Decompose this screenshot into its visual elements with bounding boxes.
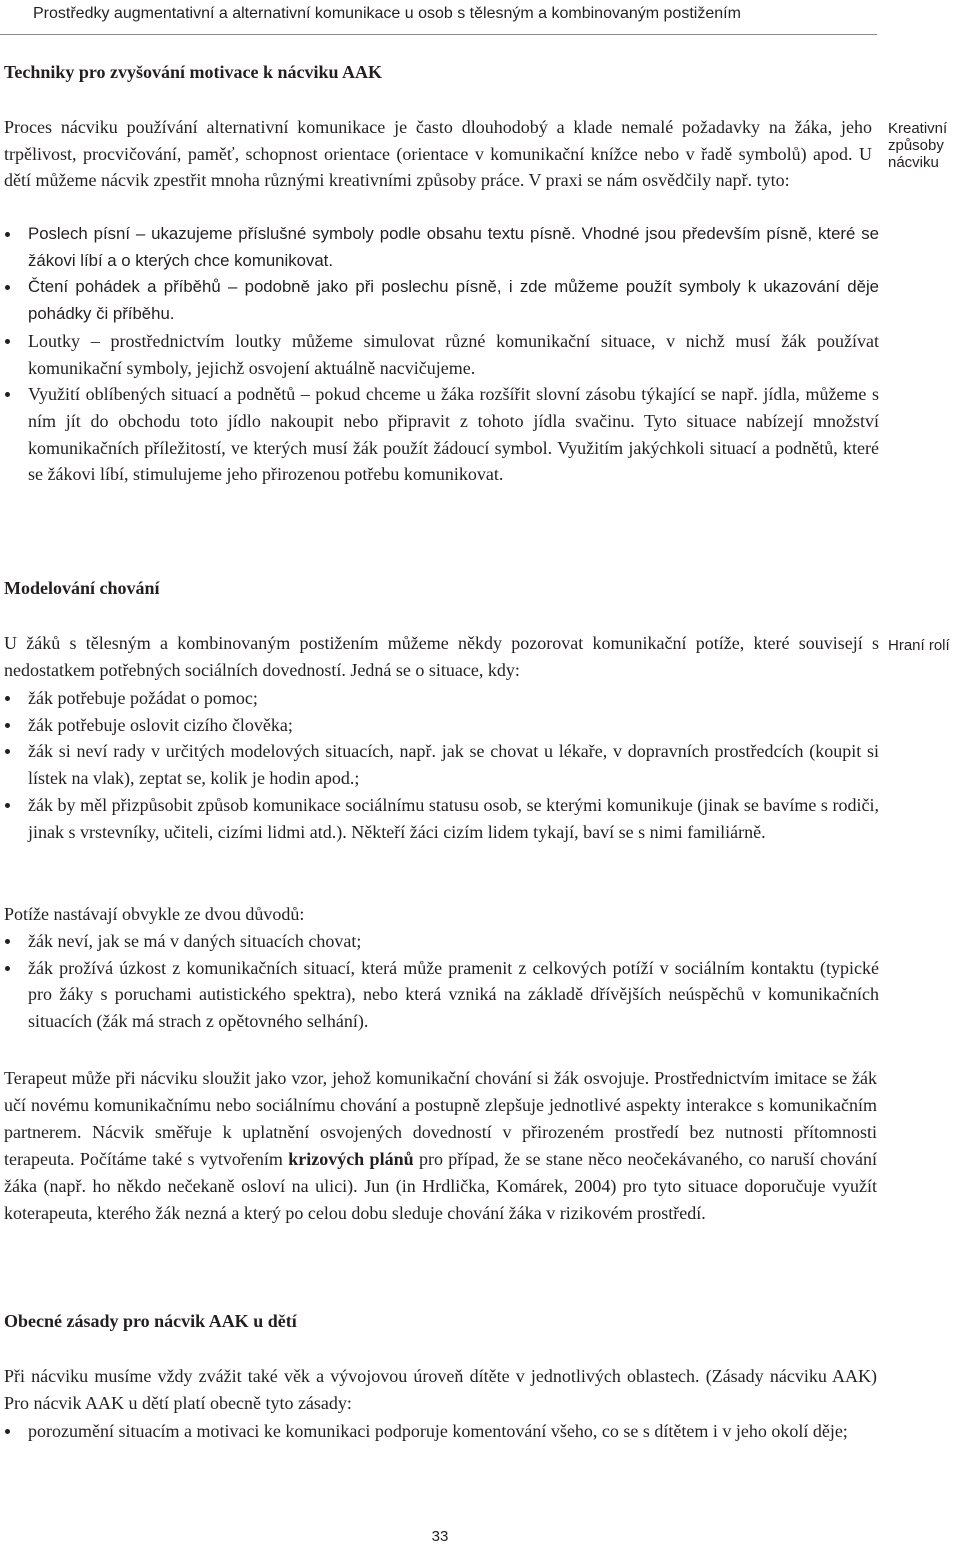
- therapist-paragraph: [4, 1065, 877, 1227]
- social-situations-list: [4, 685, 879, 845]
- list-item: žák potřebuje oslovit cizího člověka;: [4, 712, 879, 739]
- list-item: porozumění situacím a motivaci ke komunikaci podporuje komentování všeho, co se s dítětem i v jeho okolí děje;: [4, 1418, 877, 1445]
- list-item: žák si neví rady v určitých modelových situacích, např. jak se chovat u lékaře, v dopravních prostředcích (koupit si lístek na vlak), zeptat se, kolik je hodin apod.;: [4, 738, 879, 791]
- causes-list: [4, 928, 879, 1035]
- list-item: Loutky – prostřednictvím loutky můžeme simulovat různé komunikační situace, v nichž musí žák používat komunikační symboly, jejichž osvojení aktuálně nacvičujeme.: [4, 328, 879, 381]
- section-heading-motivation: Techniky pro zvyšování motivace k nácviku AAK: [4, 62, 383, 82]
- causes-intro-text: Potíže nastávají obvykle ze dvou důvodů:: [4, 904, 305, 924]
- list-item: žák prožívá úzkost z komunikačních situací, která může pramenit z celkových potíží v sociálním kontaktu (typické pro žáky s poruchami autistického spektra), nebo která vzniká na základě dřívějších neúspěchů v komunikačních situacích (žák má strach z opětovného selhání).: [4, 955, 879, 1035]
- motivation-intro-paragraph: Proces nácviku používání alternativní komunikace je často dlouhodobý a klade nemalé požadavky na žáka, jeho trpělivost, procvičování, paměť, schopnost orientace (orientace v komunikační knížce nebo v řadě symbolů) apod. U dětí můžeme nácvik zpestřit mnoha různými kreativními způsoby práce. V praxi se nám osvědčily např. tyto:: [4, 117, 872, 191]
- motivation-techniques-list: [4, 221, 879, 488]
- margin-note-creative-methods: Kreativní způsoby nácviku: [888, 120, 948, 171]
- behavior-intro-paragraph: U žáků s tělesným a kombinovaným postižením můžeme někdy pozorovat komunikační potíže, které souvisejí s nedostatkem potřebných sociálních dovedností. Jedná se o situace, kdy:: [4, 633, 879, 680]
- running-header: Prostředky augmentativní a alternativní komunikace u osob s tělesným a kombinovaným postižením: [33, 5, 741, 22]
- list-item: žák potřebuje požádat o pomoc;: [4, 685, 879, 712]
- therapist-text-end: pro případ, že se stane něco neočekávaného, co naruší chování žáka (např. ho někdo nečekaně osloví na ulici). Jun (in Hrdlička, Komárek, 2004) pro tyto situace doporučuje využít koterapeuta, kterého žák nezná a který po celou dobu sleduje chování žáka v rizikovém prostředí.: [4, 1149, 877, 1223]
- list-item: Využití oblíbených situací a podnětů – pokud chceme u žáka rozšířit slovní zásobu týkající se např. jídla, můžeme s ním jít do obchodu toto jídlo nakoupit nebo připravit z tohoto jídla svačinu. Tyto situace nabízejí množství komunikačních příležitostí, ve kterých musí žák použít žádoucí symbol. Využitím jakýchkoli situací a podnětů, které se žákovi líbí, stimulujeme jeho přirozenou potřebu komunikovat.: [4, 381, 879, 488]
- section-heading-general-principles: Obecné zásady pro nácvik AAK u dětí: [4, 1311, 297, 1331]
- margin-note-role-play: Hraní rolí: [888, 637, 950, 654]
- list-item: žák neví, jak se má v daných situacích chovat;: [4, 928, 879, 955]
- section-heading-behavior-modeling: Modelování chování: [4, 578, 160, 598]
- list-item: žák by měl přizpůsobit způsob komunikace sociálnímu statusu osob, se kterými komunikuje (jinak se bavíme s rodiči, jinak s vrstevníky, učiteli, cizími lidmi atd.). Někteří žáci cizím lidem tykají, baví se s nimi familiárně.: [4, 792, 879, 845]
- list-item: Poslech písní – ukazujeme příslušné symboly podle obsahu textu písně. Vhodné jsou především písně, které se žákovi líbí a o kterých chce komunikovat.: [4, 221, 879, 274]
- crisis-plans-term: krizových plánů: [288, 1149, 414, 1169]
- therapist-text-start: Terapeut může při nácviku sloužit jako vzor, jehož komunikační chování si žák osvojuje. Prostřednictvím imitace se žák učí novému komunikačnímu nebo sociálnímu chování a postupně zlepšuje jednotlivé aspekty interakce s komunikačním partnerem. Nácvik směřuje k uplatnění osvojených dovedností v přirozeném prostředí bez nutnosti přítomnosti terapeuta. Počítáme také s vytvořením: [4, 1068, 877, 1169]
- header-divider: [0, 34, 877, 35]
- principles-intro-paragraph: Při nácviku musíme vždy zvážit také věk a vývojovou úroveň dítěte v jednotlivých oblastech. (Zásady nácviku AAK) Pro nácvik AAK u dětí platí obecně tyto zásady:: [4, 1366, 877, 1413]
- principles-list: [4, 1418, 877, 1445]
- list-item: Čtení pohádek a příběhů – podobně jako při poslechu písně, i zde můžeme použít symboly k ukazování děje pohádky či příběhu.: [4, 274, 879, 327]
- page-number: 33: [431, 1528, 449, 1545]
